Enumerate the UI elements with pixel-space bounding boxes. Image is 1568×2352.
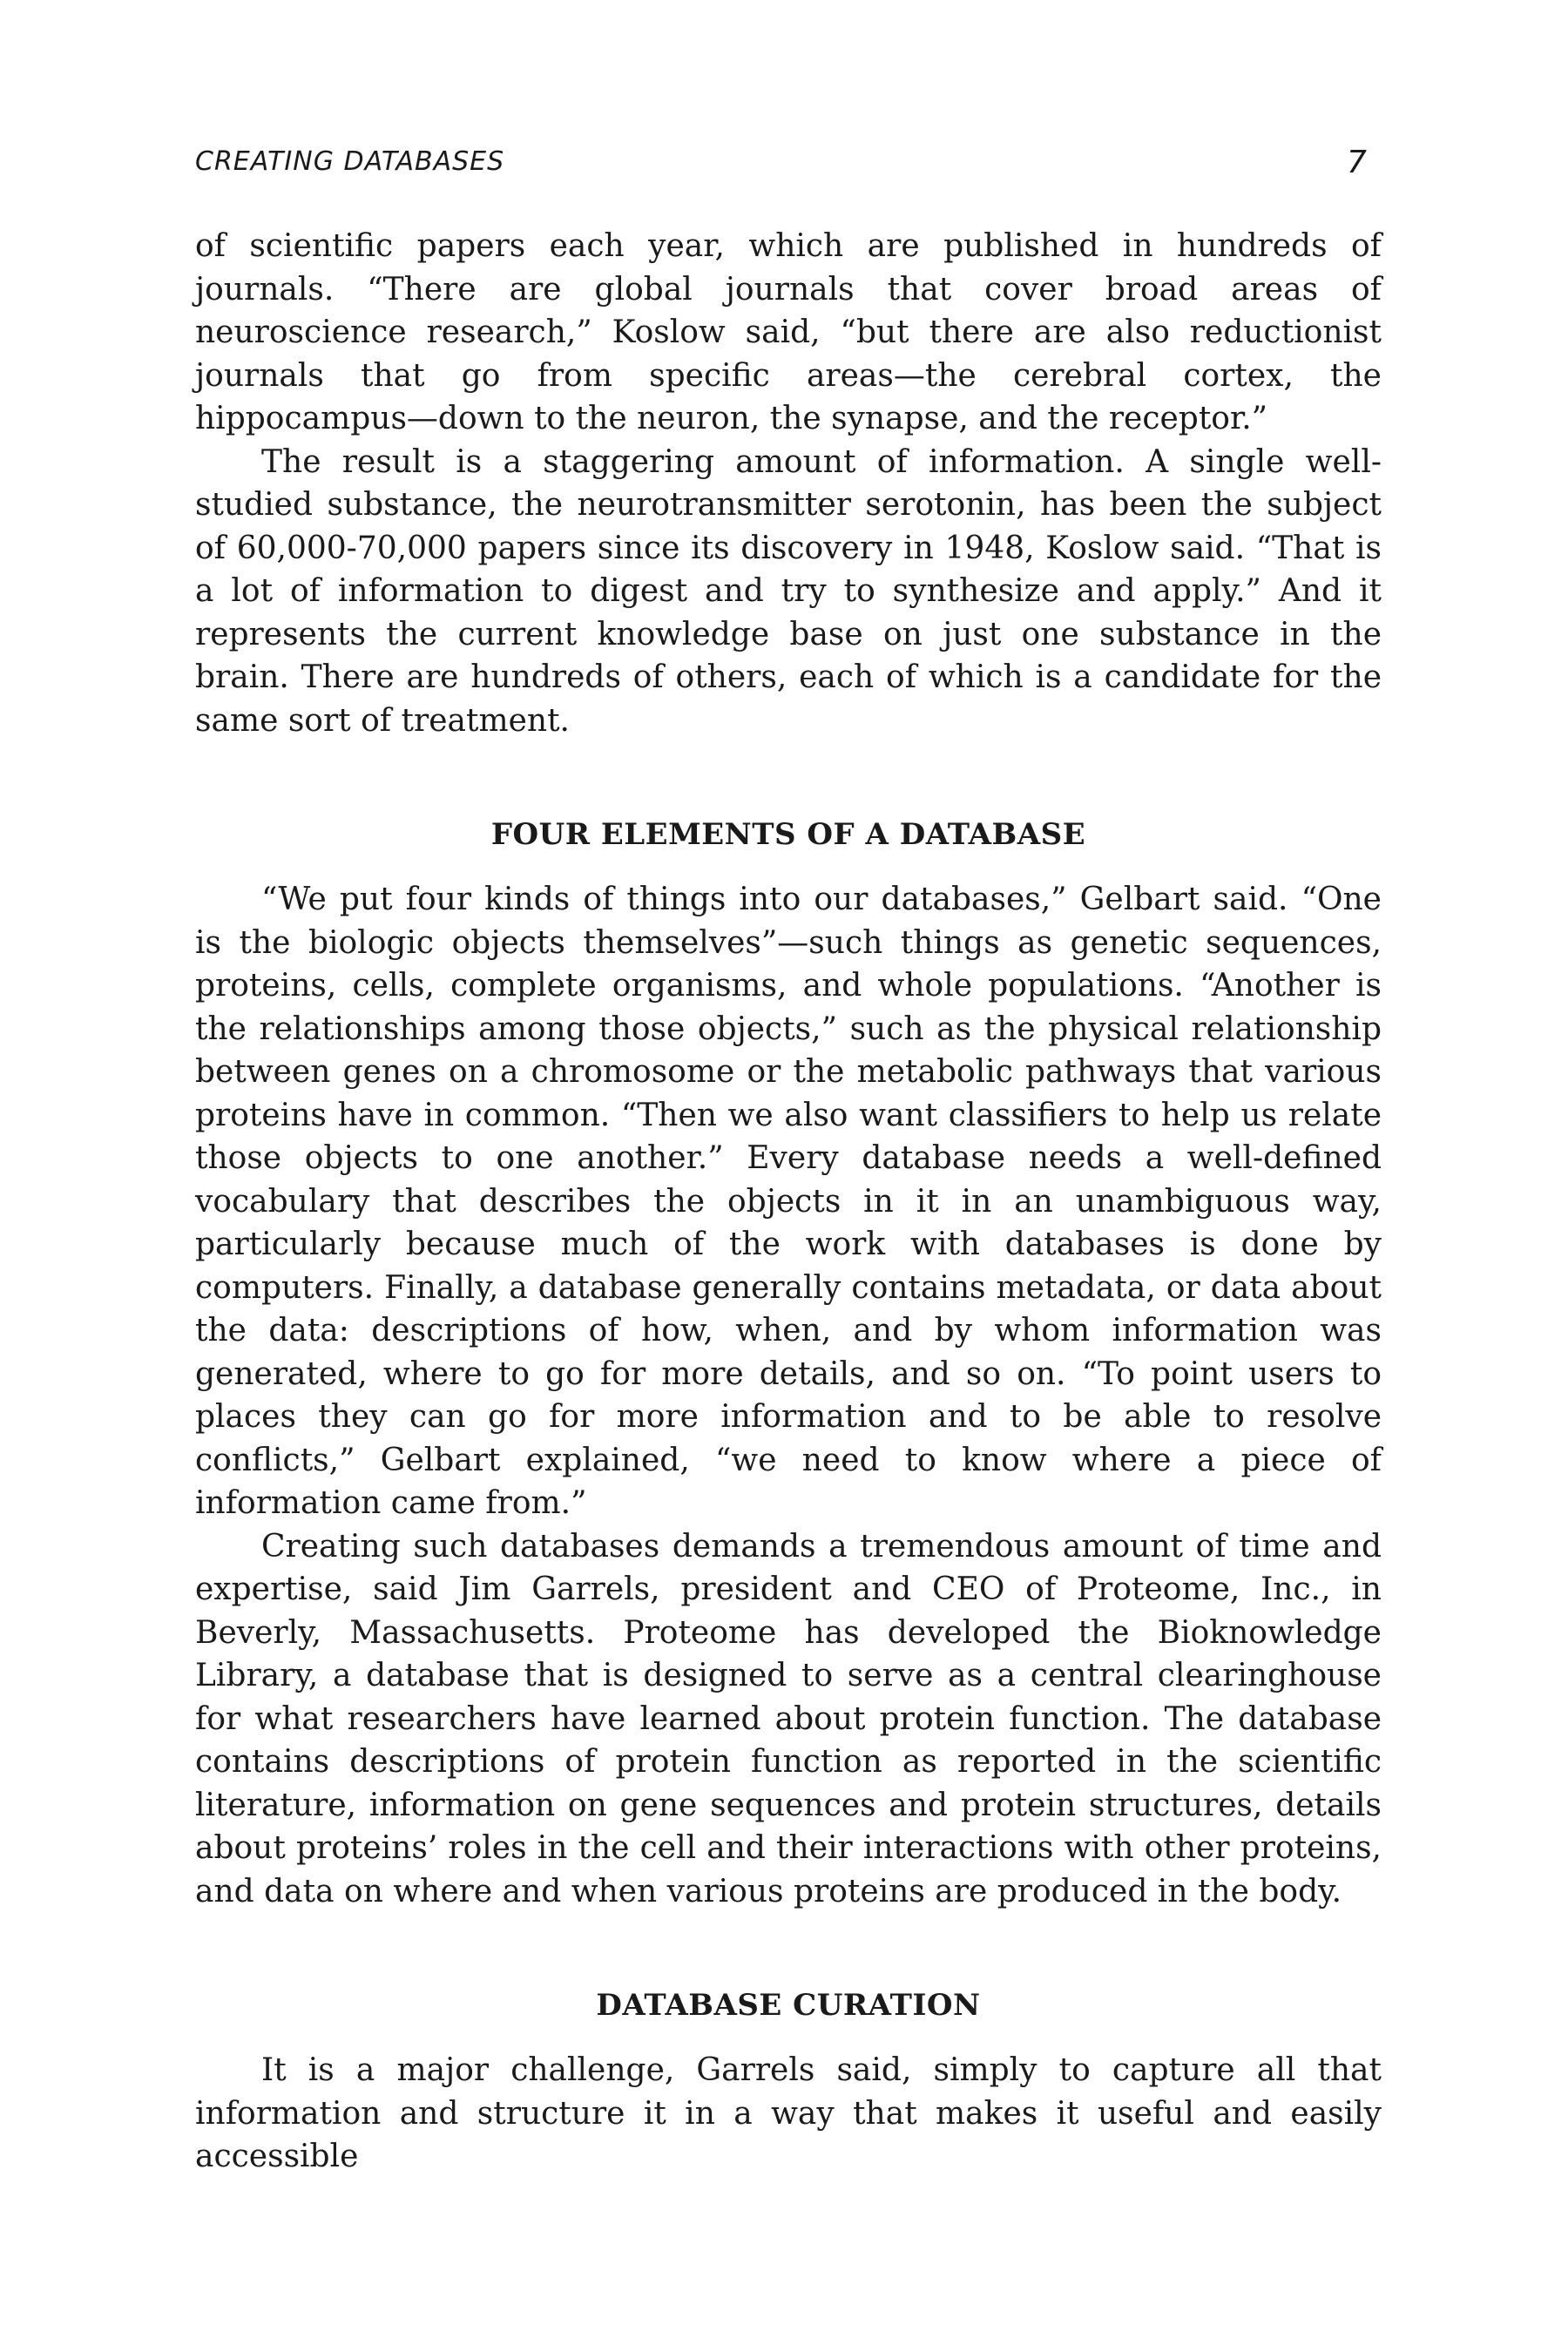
paragraph: of scientific papers each year, which are published in hundreds of journals. “There are global journals that cover broad areas of neuroscience research,” Koslow said, “but there are also reductionist journals that go from specific areas—the cerebral cortex, the hippocampus—down to the neuron, the synapse, and the receptor.” [195,228,1382,436]
paragraph: “We put four kinds of things into our databases,” Gelbart said. “One is the biologic objects themselves”—such things as genetic sequences, proteins, cells, complete organisms, and whole populations. “Another is the relationships among those objects,” such as the physical relationship between genes on a chromosome or the metabolic pathways that various proteins have in common. “Then we also want classifiers to help us relate those objects to one another.” Every database needs a well-defined vocabulary that describes the objects in it in an unambiguous way, particularly because much of the work with databases is done by computers. Finally, a database generally contains metadata, or data about the data: descriptions of how, when, and by whom information was generated, where to go for more details, and so on. “To point users to places they can go for more information and to be able to resolve conflicts,” Gelbart explained, “we need to know where a piece of information came from.” [195,882,1382,1521]
section-heading: DATABASE CURATION [596,1988,981,2023]
paragraph: The result is a staggering amount of information. A single well-studied substance, the neurotransmitter serotonin, has been the subject of 60,000-70,000 papers since its discovery in 1948, Koslow said. “That is a lot of information to digest and try to synthesize and apply.” And it represents the current knowledge base on just one substance in the brain. There are hundreds of others, each of which is a candidate for the same sort of treatment. [195,443,1382,739]
body-text [195,225,1382,2179]
running-head: CREATING DATABASES [195,146,505,177]
paragraph: Creating such databases demands a tremendous amount of time and expertise, said Jim Garrels, president and CEO of Proteome, Inc., in Beverly, Massachusetts. Proteome has developed the Bioknowledge Library, a database that is designed to serve as a central clearinghouse for what researchers have learned about protein function. The database contains descriptions of protein function as reported in the scientific literature, information on gene sequences and protein structures, details about proteins’ roles in the cell and their interactions with other proteins, and data on where and when various proteins are produced in the body. [195,1528,1382,1909]
paragraph: It is a major challenge, Garrels said, simply to capture all that information and structure it in a way that makes it useful and easily accessible [195,2052,1382,2174]
page-number: 7 [1347,145,1367,180]
section-heading: FOUR ELEMENTS OF A DATABASE [490,817,1086,852]
